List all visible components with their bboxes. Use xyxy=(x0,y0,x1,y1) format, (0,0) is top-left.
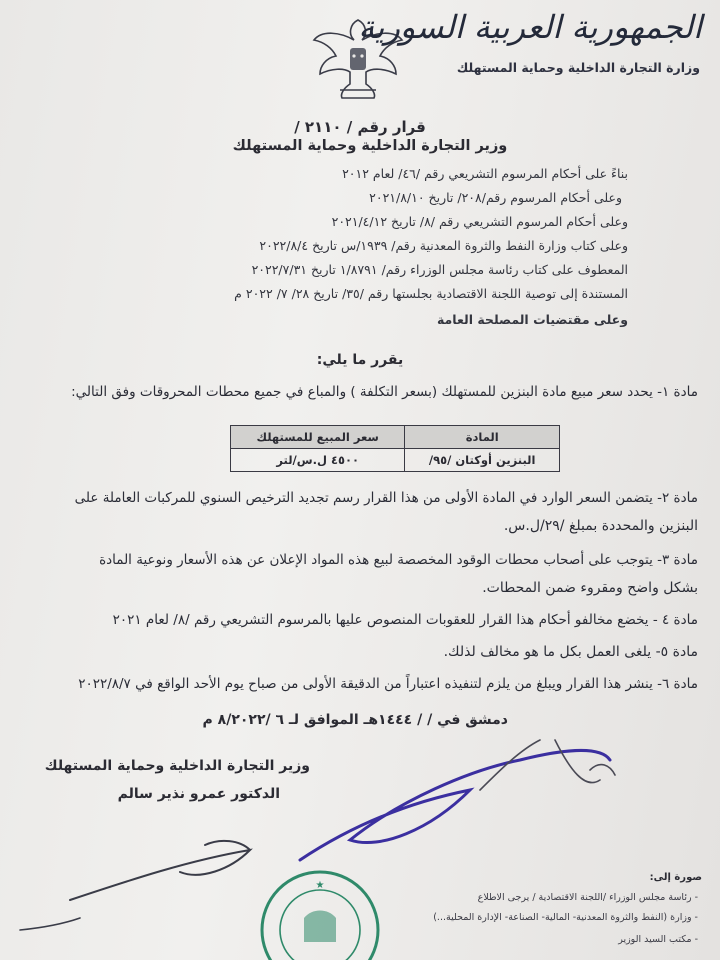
header-ministry: وزارة التجارة الداخلية وحماية المستهلك xyxy=(456,60,700,75)
article-2-line-1: مادة ٢- يتضمن السعر الوارد في المادة الأولى من هذا القرار رسم تجديد الترخيص السنوي للمركبات العاملة على xyxy=(74,490,698,506)
preamble-line-6: المستندة إلى توصية اللجنة الاقتصادية بجلستها رقم /٣٥/ تاريخ ٢٨/ ٧/ ٢٠٢٢ م xyxy=(234,286,628,301)
article-3-line-1: مادة ٣- يتوجب على أصحاب محطات الوقود المخصصة لبيع هذه المواد الإعلان عن هذه الأسعار ونوعية المادة xyxy=(99,552,698,568)
article-2-line-2: البنزين والمحددة بمبلغ /٢٩/ل.س. xyxy=(503,518,698,534)
copies-heading: صورة إلى: xyxy=(649,872,702,883)
table-cell-material: البنزين أوكتان /٩٥/ xyxy=(405,449,560,472)
resolves-heading: يقرر ما يلي: xyxy=(316,352,404,368)
article-5: مادة ٥- يلغى العمل بكل ما هو مخالف لذلك. xyxy=(443,644,698,660)
decision-title: وزير التجارة الداخلية وحماية المستهلك xyxy=(232,138,508,154)
signatory-name: الدكتور عمرو نذير سالم xyxy=(117,786,280,802)
svg-text:★: ★ xyxy=(315,880,325,891)
preamble-line-4: وعلى كتاب وزارة النفط والثروة المعدنية رقم/ ١٩٣٩/س تاريخ ٢٠٢٢/٨/٤ xyxy=(259,238,628,253)
copy-item-3: - مكتب السيد الوزير xyxy=(618,934,698,945)
signatory-title: وزير التجارة الداخلية وحماية المستهلك xyxy=(44,758,310,774)
preamble-line-7: وعلى مقتضيات المصلحة العامة xyxy=(436,312,628,327)
table-header-material: المادة xyxy=(405,426,560,449)
preamble-line-2: وعلى أحكام المرسوم رقم/٢٠٨/ تاريخ ٢٠٢١/٨/١٠ xyxy=(369,190,622,205)
table-cell-price: ٤٥٠٠ ل.س/لتر xyxy=(231,449,405,472)
header-country: الجمهورية العربية السورية xyxy=(358,8,702,46)
preamble-line-5: المعطوف على كتاب رئاسة مجلس الوزراء رقم/ ١/٨٧٩١ تاريخ ٢٠٢٢/٧/٣١ xyxy=(251,262,628,277)
preamble-line-3: وعلى أحكام المرسوم التشريعي رقم /٨/ تاريخ ٢٠٢١/٤/١٢ xyxy=(331,214,628,229)
table-header-price: سعر المبيع للمستهلك xyxy=(231,426,405,449)
preamble-line-1: بناءً على أحكام المرسوم التشريعي رقم /٤٦/ لعام ٢٠١٢ xyxy=(342,166,628,181)
article-6: مادة ٦- ينشر هذا القرار ويبلغ من يلزم لتنفيذه اعتباراً من الدقيقة الأولى من صباح يوم الأحد الواقع في ٢٠٢٢/٨/٧ xyxy=(78,676,698,692)
decision-number: قرار رقم / ٢١١٠ / xyxy=(294,118,426,136)
copy-item-2: - وزارة (النفط والثروة المعدنية- المالية- الصناعة- الإدارة المحلية...) xyxy=(433,912,698,923)
article-3-line-2: بشكل واضح ومقروء ضمن المحطات. xyxy=(482,580,698,596)
dateline: دمشق في / / ١٤٤٤هـ الموافق لـ ٦ /٨/٢٠٢٢ م xyxy=(202,712,508,728)
copy-item-1: - رئاسة مجلس الوزراء /اللجنة الاقتصادية / يرجى الاطلاع xyxy=(477,892,698,903)
article-4: مادة ٤ - يخضع مخالفو أحكام هذا القرار للعقوبات المنصوص عليها بالمرسوم التشريعي رقم /٨/ لعام ٢٠٢١ xyxy=(112,612,698,628)
article-1: مادة ١- يحدد سعر مبيع مادة البنزين للمستهلك (بسعر التكلفة ) والمباع في جميع محطات المحروقات وفق التالي: xyxy=(71,384,698,400)
